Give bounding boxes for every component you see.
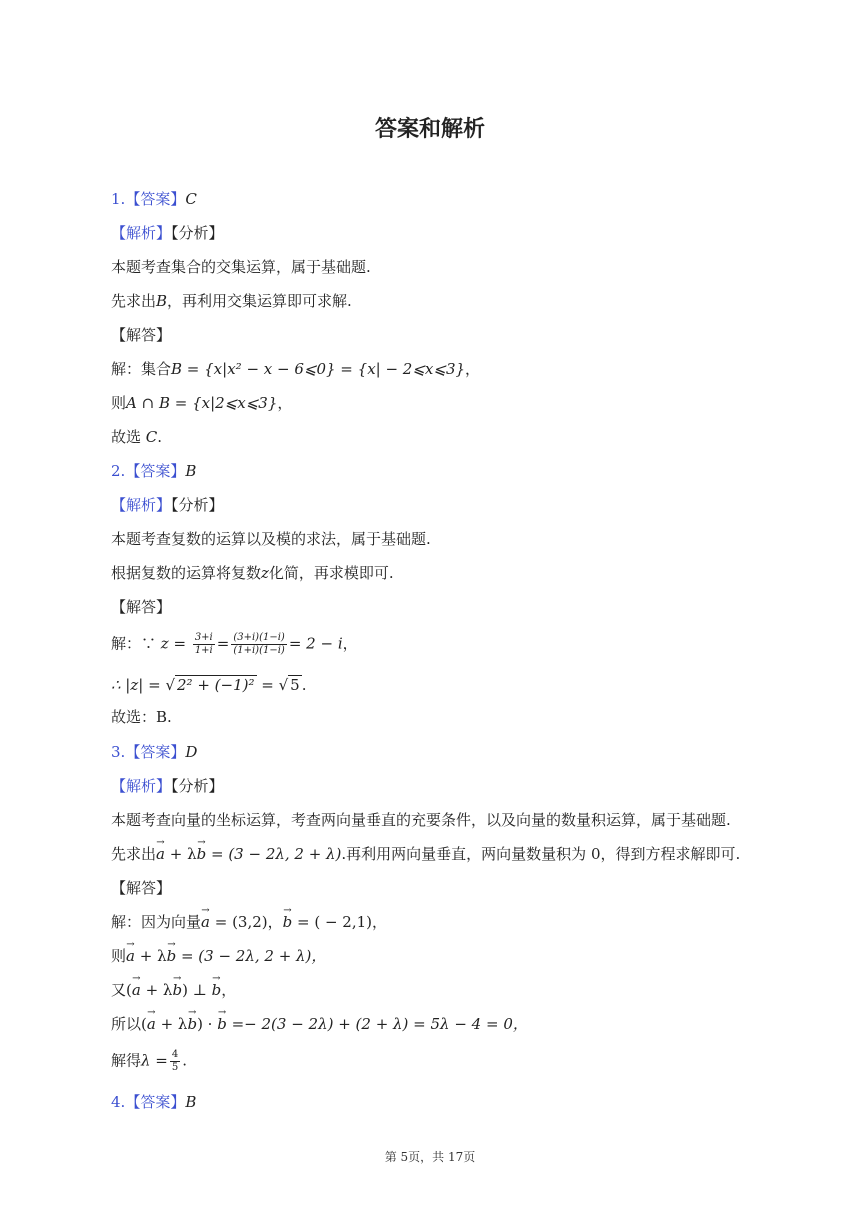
q1-analysis-1: 本题考查集合的交集运算，属于基础题. [111, 258, 371, 276]
q1-analysis-2 [111, 290, 352, 312]
q3-solution-3: 又(→ a + λ→ b) ⊥ → b， [111, 979, 236, 1001]
q2-answer-line [111, 460, 196, 482]
q3-number: 3. [111, 743, 126, 761]
q3-sol3-pre: 又 [111, 981, 127, 999]
q3-sol1-a-value: = (3,2)， [209, 913, 283, 931]
q3-tags [111, 775, 224, 797]
q1-sol2-math: A ∩ B = {x|2⩽x⩽3} [126, 394, 278, 412]
q2-sol2-mid: = √ [256, 676, 289, 694]
q2-solution-1: 解：∵ z = $\frac{3+i}{1+i}$ = $\frac{(3+i)(1-i)}{(1+i)(1-i)}$ = 2 − i， [111, 632, 358, 656]
q3-analysis-1: 本题考查向量的坐标运算，考查两向量垂直的充要条件，以及向量的数量积运算，属于基础题. [111, 811, 731, 829]
q1-answer-value: C [185, 190, 197, 208]
q1-fenxi-tag: 【分析】 [171, 224, 224, 242]
vector-b: → b [197, 843, 207, 865]
q1-analysis-2-pre: 先求出 [111, 292, 157, 310]
q2-fraction-1-num: 3+i [194, 632, 213, 643]
q2-sqrt-radicand: 2² + (−1)² [177, 676, 255, 694]
q2-fenxi-tag: 【分析】 [171, 496, 224, 514]
q3-solution-4: 所以(→ a + λ→ b) · → b =− 2(3 − 2λ) + (2 + λ) = 5λ − 4 = 0， [111, 1013, 528, 1035]
q3-fenxi-tag: 【分析】 [171, 777, 224, 795]
q4-answer-line [111, 1091, 196, 1113]
q1-sol1-post: ， [465, 360, 481, 378]
q3-answer-value: D [185, 743, 198, 761]
q2-solution-3: 故选：B. [111, 708, 172, 726]
q2-jiexi-tag: 【解析】 [111, 496, 172, 514]
vector-a: → a [147, 1013, 156, 1035]
q2-solution-2 [111, 674, 307, 696]
q3-answer-line [111, 741, 197, 763]
q1-sol2-pre: 则 [111, 394, 127, 412]
q2-sol1-tail: = 2 − i [288, 634, 343, 653]
q3-answer-tag: 【答案】 [125, 743, 186, 761]
q1-sol3-post: . [157, 428, 163, 446]
q3-sol3-mid: ⊥ [187, 981, 212, 999]
q1-jieda-tag: 【解答】 [111, 326, 172, 344]
q2-analysis-2-pre: 根据复数的运算将复数 [111, 564, 262, 582]
q4-number: 4. [111, 1093, 126, 1111]
q1-sol1-math: B = {x|x² − x − 6⩽0} = {x| − 2⩽x⩽3} [171, 360, 466, 378]
q3-sol4-value: =− 2(3 − 2λ) + (2 + λ) = 5λ − 4 = 0， [226, 1015, 528, 1033]
q3-analysis-2-pre: 先求出 [111, 845, 157, 863]
q3-jieda-tag: 【解答】 [111, 879, 172, 897]
vector-a: → a [156, 843, 165, 865]
q2-jieda-tag: 【解答】 [111, 598, 172, 616]
q1-analysis-2-var: B [156, 292, 168, 310]
q1-solution-3 [111, 426, 162, 448]
q3-solution-2: 则→ a + λ→ b = (3 − 2λ, 2 + λ)， [111, 945, 326, 967]
q2-fraction-2-num: (3+i)(1−i) [233, 632, 285, 643]
q2-sqrt-2-radicand: 5 [290, 676, 300, 694]
vector-b: → b [283, 911, 293, 933]
q2-fraction-1-den: 1+i [194, 645, 213, 656]
q3-sol1-b-value: = ( − 2,1)， [292, 913, 388, 931]
q2-analysis-2-var: z [261, 564, 269, 582]
q4-answer-tag: 【答案】 [125, 1093, 186, 1111]
page-footer: 第 5页，共 17页 [384, 1150, 476, 1164]
q2-fraction-2 [231, 632, 286, 657]
q3-sol4-pre: 所以 [111, 1015, 142, 1033]
q2-answer-value: B [185, 462, 197, 480]
q2-analysis-2-post: 化简，再求模即可. [268, 564, 394, 582]
q2-analysis-2 [111, 562, 394, 584]
q3-sol5-pre: 解得 [111, 1051, 142, 1070]
q1-solution-1 [111, 358, 480, 380]
q3-jiexi-tag: 【解析】 [111, 777, 172, 795]
q2-sol1-pre: 解：∵ [111, 634, 161, 653]
q2-fraction-2-den: (1+i)(1−i) [233, 645, 285, 656]
q1-tags [111, 222, 224, 244]
q2-sol1-z: z = [160, 634, 187, 653]
vector-a: → a [201, 911, 210, 933]
q3-analysis-2-post: .再利用两向量垂直，两向量数量积为 0，得到方程求解即可. [341, 845, 741, 863]
vector-b: → b [217, 1013, 227, 1035]
q3-fraction-num: 4 [171, 1049, 179, 1060]
q1-sol2-post: ， [277, 394, 293, 412]
q2-sqrt: √ 2² + (−1)² [165, 676, 255, 694]
q2-sqrt-2 [288, 674, 302, 696]
q3-solution-1 [111, 911, 387, 933]
vector-b: → b [172, 979, 182, 1001]
q3-sol2-value: = (3 − 2λ, 2 + λ)， [176, 947, 327, 965]
q1-jiexi-tag: 【解析】 [111, 224, 172, 242]
q2-sol2-pre: ∴ |z| = [111, 676, 166, 694]
q3-sol2-pre: 则 [111, 947, 127, 965]
q3-solution-5 [111, 1049, 187, 1074]
vector-b: → b [212, 979, 222, 1001]
q1-analysis-2-post: ，再利用交集运算即可求解. [167, 292, 352, 310]
q1-solution-2 [111, 392, 292, 414]
q2-tags [111, 494, 224, 516]
q1-answer-line [111, 188, 197, 210]
q1-sol3-pre: 故选 [111, 428, 142, 446]
vector-a: → a [126, 945, 135, 967]
q2-analysis-1: 本题考查复数的运算以及模的求法，属于基础题. [111, 530, 431, 548]
q1-sol1-pre: 解：集合 [111, 360, 172, 378]
vector-b: → b [187, 1013, 197, 1035]
vector-a: → a [132, 979, 141, 1001]
q2-sol2-post: . [301, 676, 307, 694]
q3-analysis-2: 先求出→ a + λ→ b = (3 − 2λ, 2 + λ).再利用两向量垂直，两向量数量积为 0，得到方程求解即可. [111, 843, 740, 865]
q2-number: 2. [111, 462, 126, 480]
q4-answer-value: B [185, 1093, 197, 1111]
q1-answer-tag: 【答案】 [125, 190, 186, 208]
q3-sol5-var: λ = [141, 1051, 168, 1070]
q3-sol1-pre: 解：因为向量 [111, 913, 202, 931]
q1-sol3-var: C [145, 428, 158, 446]
q3-analysis-2-math: (3 − 2λ, 2 + λ) [228, 845, 342, 863]
q1-number: 1. [111, 190, 126, 208]
q3-sol3-post: ， [221, 981, 237, 999]
q2-answer-tag: 【答案】 [125, 462, 186, 480]
q2-fraction-1 [193, 632, 215, 657]
q3-fraction-den: 5 [171, 1062, 179, 1073]
q3-sol5-post: . [182, 1051, 188, 1070]
q2-sol1-post: ， [342, 634, 358, 653]
page-title: 答案和解析 [374, 117, 485, 142]
vector-b: → b [167, 945, 177, 967]
q3-fraction [170, 1049, 180, 1074]
